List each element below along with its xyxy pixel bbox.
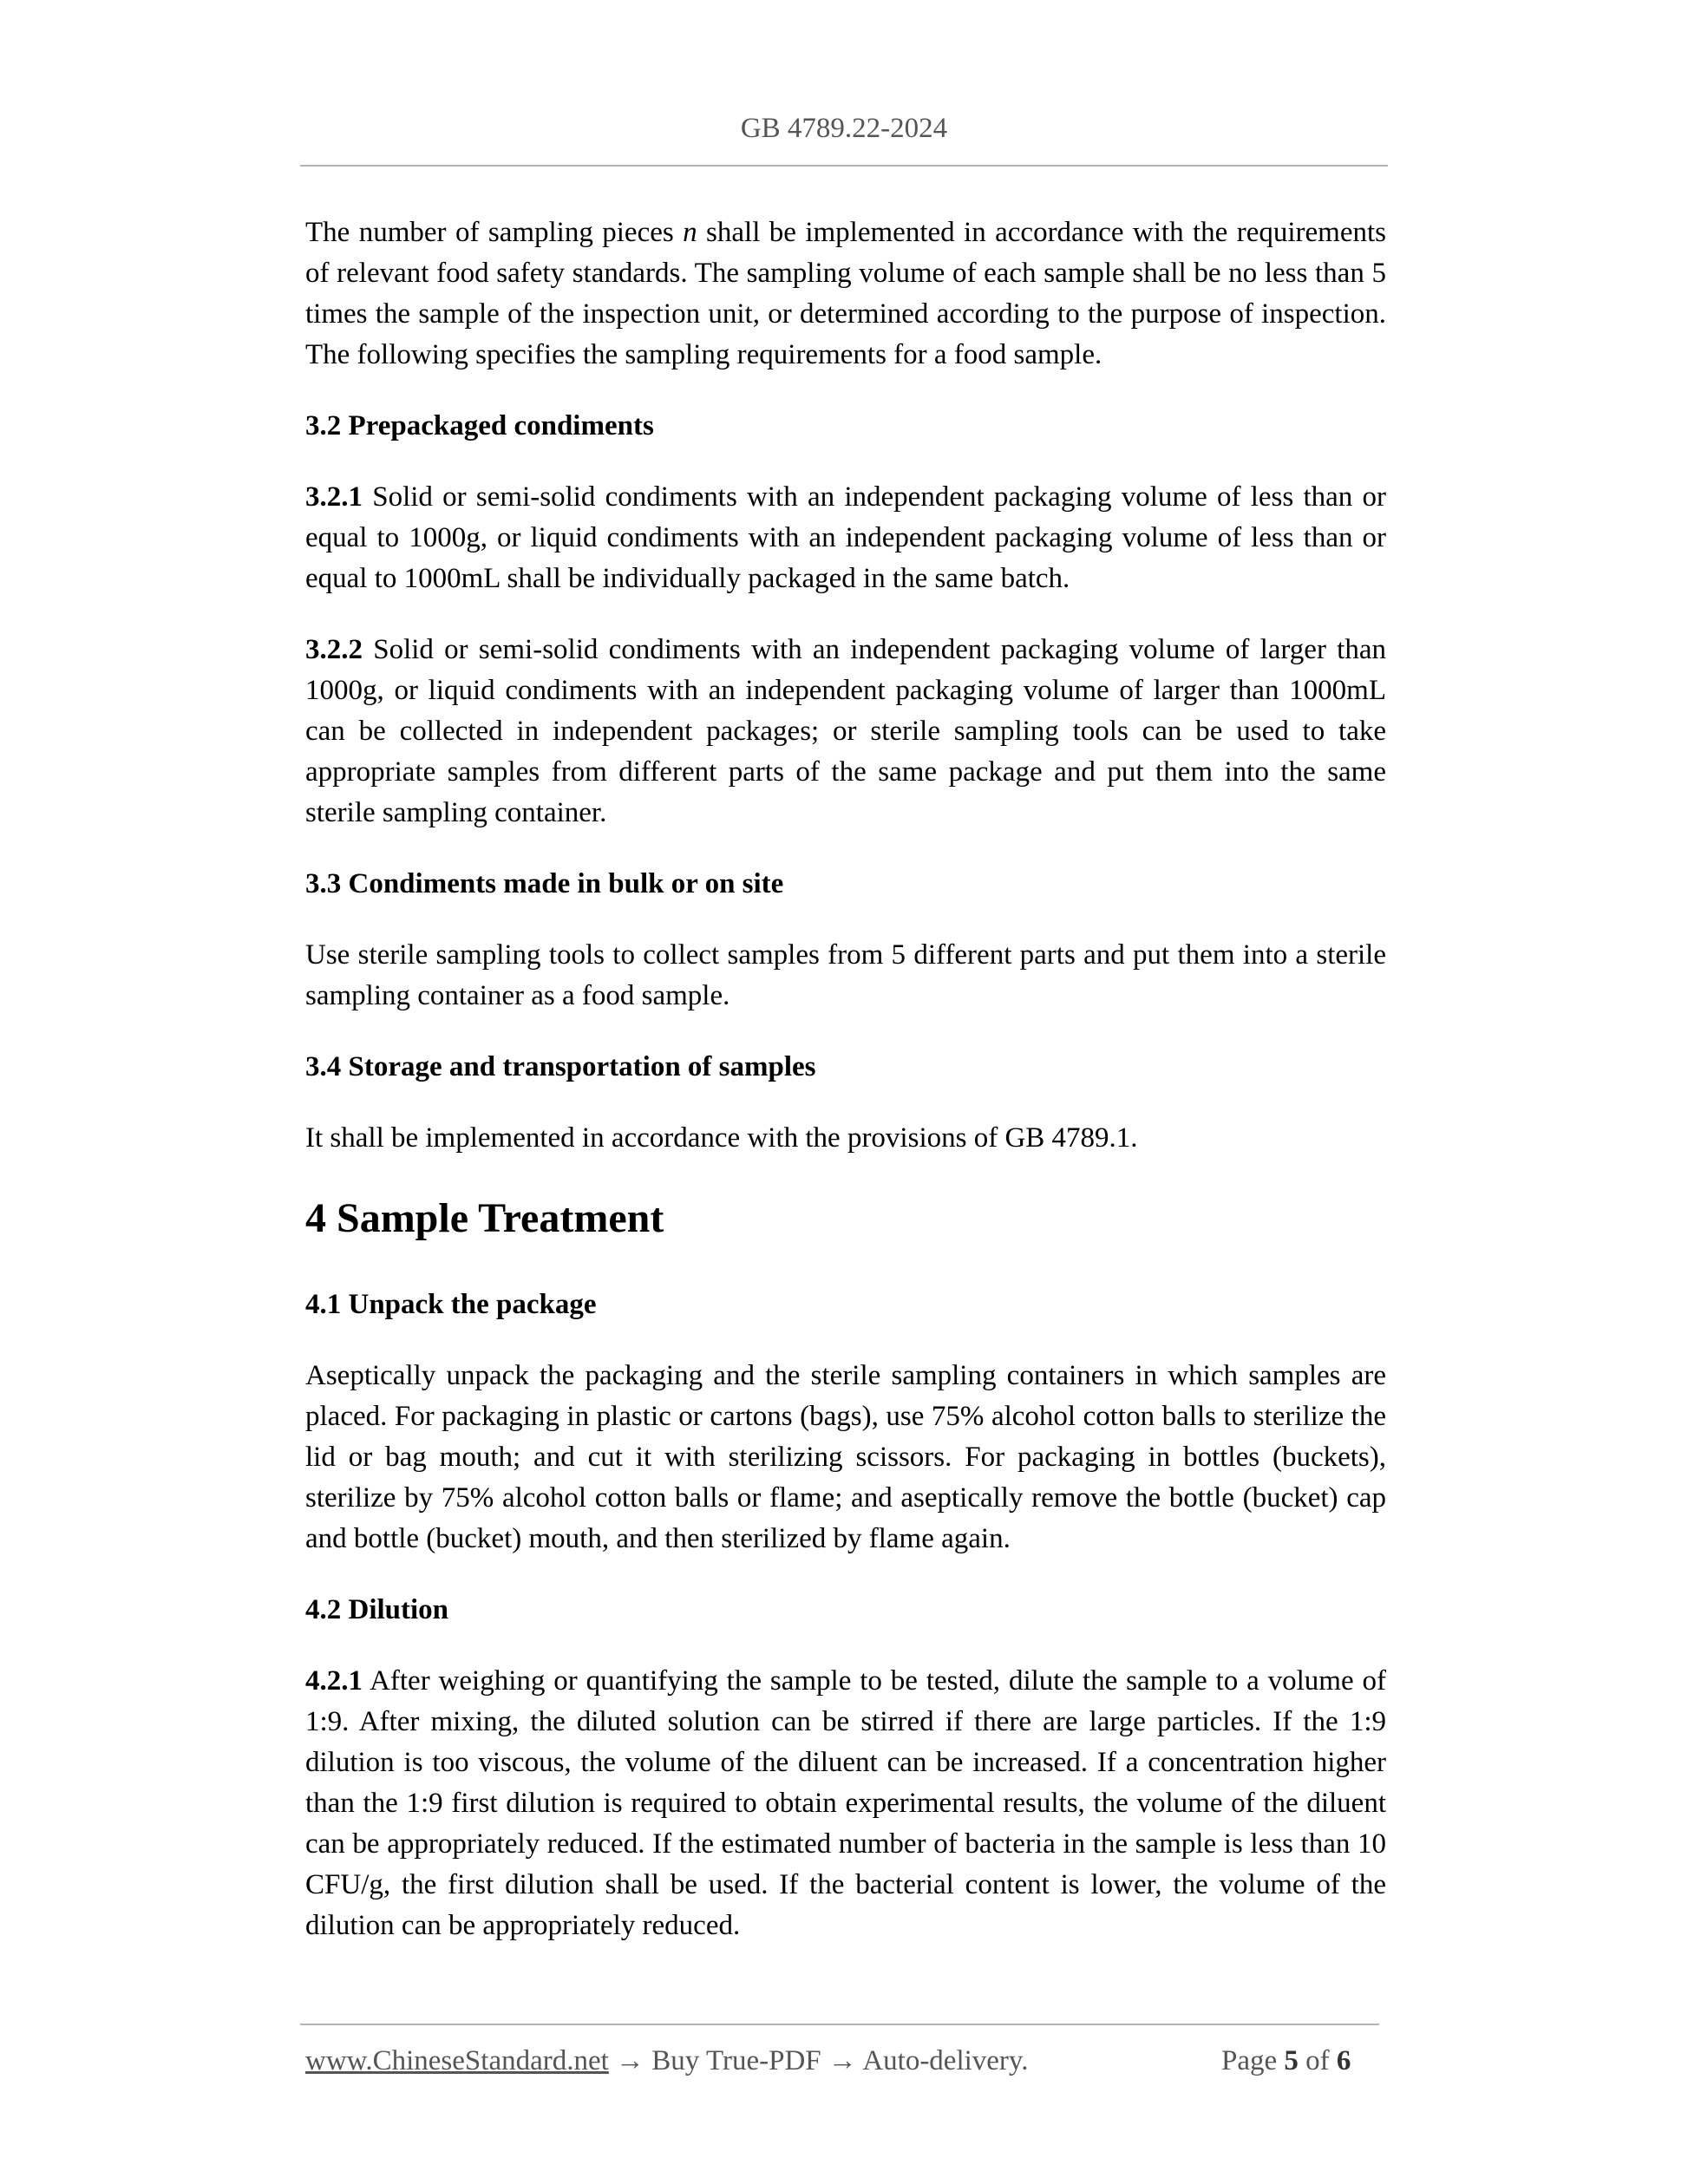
delivery-text: Auto-delivery.	[862, 2045, 1029, 2076]
website-link[interactable]: www.ChineseStandard.net	[305, 2045, 609, 2076]
arrow-right-icon: →	[608, 2045, 652, 2076]
document-number-header: GB 4789.22-2024	[740, 113, 948, 144]
page-label: Page	[1221, 2045, 1285, 2076]
intro-paragraph	[305, 213, 1386, 376]
footer-promo	[305, 2043, 1029, 2078]
page-of-label: of	[1298, 2045, 1337, 2076]
page-content	[305, 213, 1386, 1977]
heading-4-2: 4.2 Dilution	[305, 1594, 449, 1625]
clause-3-2-2	[305, 630, 1386, 834]
heading-4-1: 4.1 Unpack the package	[305, 1289, 597, 1320]
page-indicator	[1221, 2043, 1351, 2078]
clause-number: 3.2.1	[305, 481, 363, 513]
clause-text: After weighing or quantifying the sample to be tested, dilute the sample to a volume of 1:9. After mixing, the diluted solution can be stirred if there are large particles. If the 1:9 dilution is too viscous, the volume of the diluent can be increased. If a concentration higher than the 1:9 first dilution is required to obtain experimental results, the volume of the diluent can be appropriately reduced. If the estimated number of bacteria in the sample is less than 10 CFU/g, the first dilution shall be used. If the bacterial content is lower, the volume of the dilution can be appropriately reduced.	[305, 1665, 1386, 1941]
clause-3-2-1	[305, 477, 1386, 599]
arrow-right-icon: →	[821, 2045, 863, 2076]
clause-number: 4.2.1	[305, 1665, 363, 1697]
heading-3-4: 3.4 Storage and transportation of samples	[305, 1051, 816, 1082]
heading-section-4: 4 Sample Treatment	[305, 1195, 664, 1241]
header-divider	[300, 165, 1388, 167]
intro-text-start: The number of sampling pieces	[305, 217, 684, 248]
current-page-number: 5	[1284, 2045, 1299, 2076]
paragraph-3-4: It shall be implemented in accordance with the provisions of GB 4789.1.	[305, 1122, 1138, 1154]
paragraph-4-1: Aseptically unpack the packaging and the sterile sampling containers in which samples are placed. For packaging in plastic or cartons (bags), use 75% alcohol cotton balls to sterilize the lid or bag mouth; and cut it with sterilizing scissors. For packaging in bottles (buckets), sterilize by 75% alcohol cotton balls or flame; and aseptically remove the bottle (bucket) cap and bottle (bucket) mouth, and then sterilized by flame again.	[305, 1360, 1386, 1554]
footer-divider	[300, 2024, 1379, 2025]
clause-text: Solid or semi-solid condiments with an independent packaging volume of less than or equal to 1000g, or liquid condiments with an independent packaging volume of less than or equal to 1000mL shall be individually packaged in the same batch.	[305, 481, 1386, 594]
intro-text-end: shall be implemented in accordance with the requirements of relevant food safety standards. The sampling volume of each sample shall be no less than 5 times the sample of the inspection unit, or determined according to the purpose of inspection. The following specifies the sampling requirements for a food sample.	[305, 217, 1386, 370]
variable-n: n	[683, 217, 697, 248]
paragraph-3-3: Use sterile sampling tools to collect samples from 5 different parts and put them into a sterile sampling container as a food sample.	[305, 939, 1386, 1011]
total-pages-number: 6	[1336, 2045, 1351, 2076]
heading-3-3: 3.3 Condiments made in bulk or on site	[305, 868, 784, 899]
clause-text: Solid or semi-solid condiments with an independent packaging volume of larger than 1000g, or liquid condiments with an independent packaging volume of larger than 1000mL can be collected in independent packages; or sterile sampling tools can be used to take appropriate samples from different parts of the same package and put them into the same sterile sampling container.	[305, 634, 1386, 828]
buy-text: Buy True-PDF	[651, 2045, 821, 2076]
clause-number: 3.2.2	[305, 634, 363, 665]
clause-4-2-1	[305, 1661, 1386, 1946]
heading-3-2: 3.2 Prepackaged condiments	[305, 410, 654, 441]
